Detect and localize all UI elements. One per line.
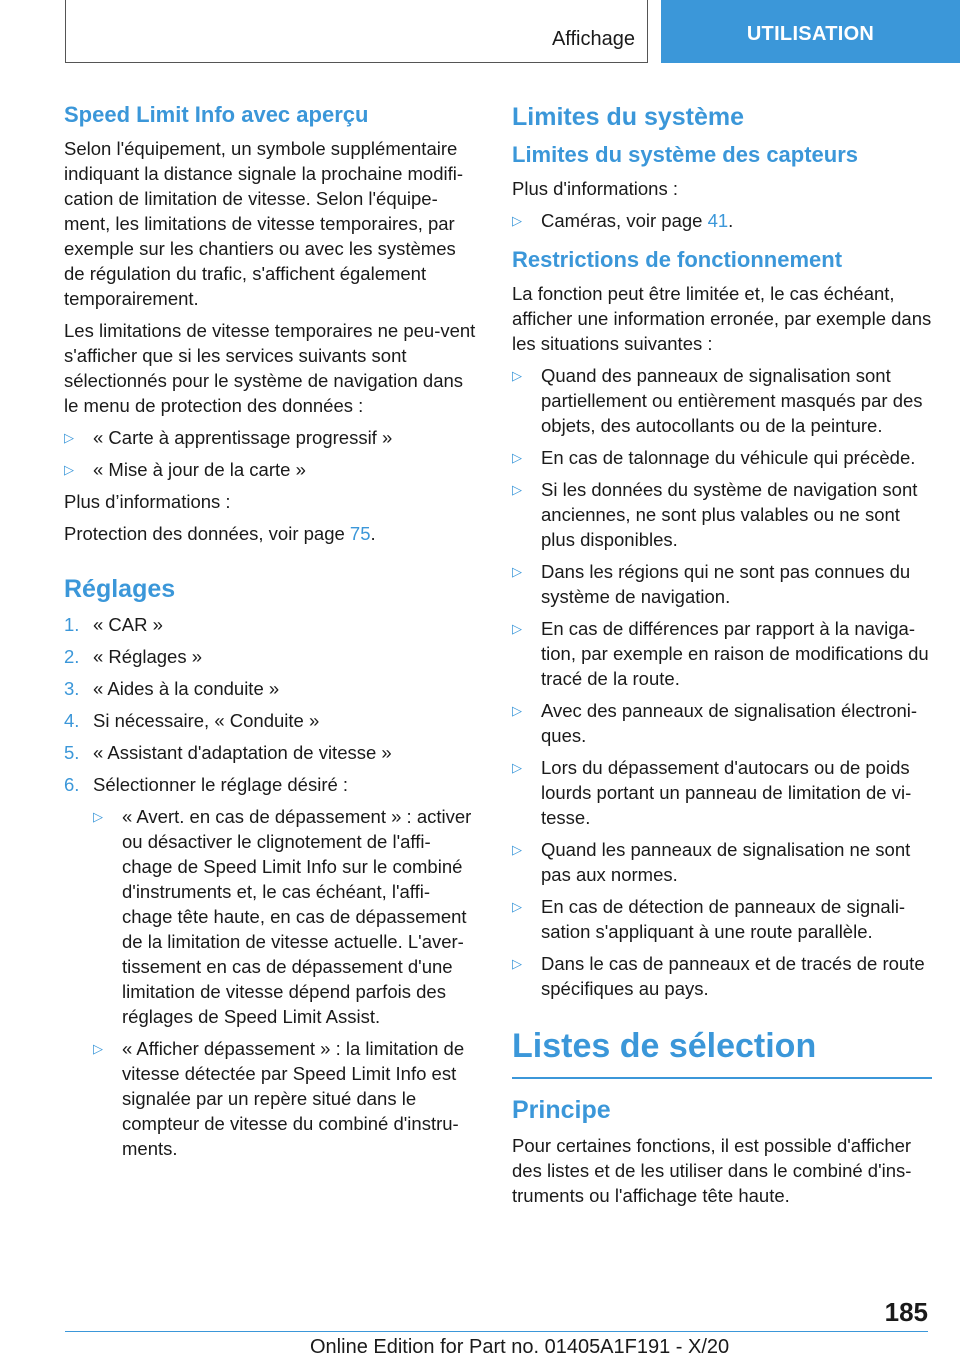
step-item: 1. « CAR » — [64, 614, 163, 635]
page-number: 185 — [884, 1297, 928, 1327]
step-item: 3. « Aides à la conduite » — [64, 678, 280, 699]
bullet-triangle-icon: ▷ — [512, 842, 522, 857]
step-item: 2. « Réglages » — [64, 646, 203, 667]
step-item: 6. Sélectionner le réglage désiré : — [64, 774, 349, 795]
selection-lists-heading: Listes de sélection — [512, 1025, 932, 1079]
sub-list-item: ▷ « Avert. en cas de dépassement » : activer ou désactiver le clignotement de l'affi-chage de Speed Limit Info sur le combiné d'instruments et, le cas échéant, l'affi-chage tête haute, en cas de dépassement de la limitation de vitesse actuelle. L'aver-tissement en cas de dépassement d'une limitation de vitesse dépend parfois des réglages de Speed Limit Assist. — [93, 806, 472, 1027]
footer-divider — [65, 1331, 928, 1332]
header-section-title: Affichage — [551, 28, 635, 50]
bullet-triangle-icon: ▷ — [512, 368, 522, 383]
header-tab-utilisation[interactable]: UTILISATION — [661, 0, 960, 63]
bullet-triangle-icon: ▷ — [512, 450, 522, 465]
bullet-triangle-icon: ▷ — [93, 1041, 103, 1056]
restrictions-intro: La fonction peut être limitée et, le cas échéant, afficher une information erronée, par exemple dans les situations suivantes : — [512, 283, 932, 354]
principle-text: Pour certaines fonctions, il est possible d'afficher des listes et de les utiliser dans le combiné d'ins-truments ou l'affichage tête haute. — [512, 1135, 912, 1206]
bullet-triangle-icon: ▷ — [64, 430, 74, 445]
restrictions-heading: Restrictions de fonctionnement — [512, 247, 843, 272]
list-item: ▷ Lors du dépassement d'autocars ou de poids lourds portant un panneau de limitation de vi-tesse. — [512, 757, 912, 828]
system-limits-heading: Limites du système — [512, 103, 745, 131]
page-link-75[interactable]: 75 — [349, 523, 371, 544]
protection-ref: Protection des données, voir page 75. — [64, 523, 376, 544]
list-item: ▷ Dans le cas de panneaux et de tracés de route spécifiques au pays. — [512, 953, 925, 999]
sub-list-item: ▷ « Afficher dépassement » : la limitation de vitesse détectée par Speed Limit Info est signalée par un repère situé dans le compteur de vitesse du combiné d'instru-ments. — [93, 1038, 465, 1159]
bullet-triangle-icon: ▷ — [512, 213, 522, 228]
list-item: ▷ Caméras, voir page 41. — [512, 210, 734, 231]
more-info-label: Plus d’informations : — [64, 491, 231, 512]
restrictions-list — [512, 363, 932, 1001]
bullet-triangle-icon: ▷ — [512, 760, 522, 775]
bullet-triangle-icon: ▷ — [512, 899, 522, 914]
speed-paragraph-2: Les limitations de vitesse temporaires ne peu-vent s'afficher que si les services suivants sont sélectionnés pour le système de navigation dans le menu de protection des données : — [64, 320, 476, 416]
speed-limit-heading: Speed Limit Info avec aperçu — [64, 102, 369, 127]
more-info-label: Plus d'informations : — [512, 178, 678, 199]
settings-heading: Réglages — [64, 575, 176, 603]
step-item: 4. Si nécessaire, « Conduite » — [64, 710, 320, 731]
list-item: ▷ Quand des panneaux de signalisation sont partiellement ou entièrement masqués par des objets, des autocollants ou de la peinture. — [512, 365, 923, 436]
step-item: 5. « Assistant d'adaptation de vitesse » — [64, 742, 392, 763]
list-item: ▷ « Mise à jour de la carte » — [64, 459, 306, 480]
list-item: ▷ Si les données du système de navigation sont anciennes, ne sont plus valables ou ne sont plus disponibles. — [512, 479, 918, 550]
sensor-limits-heading: Limites du système des capteurs — [512, 142, 859, 167]
left-column — [64, 100, 480, 1168]
list-item: ▷ En cas de détection de panneaux de signali-sation s'appliquant à une route parallèle. — [512, 896, 906, 942]
list-item: ▷ « Carte à apprentissage progressif » — [64, 427, 393, 448]
bullet-triangle-icon: ▷ — [512, 621, 522, 636]
right-column — [512, 100, 932, 1215]
bullet-triangle-icon: ▷ — [64, 462, 74, 477]
list-item: ▷ Avec des panneaux de signalisation électroni-ques. — [512, 700, 918, 746]
footer-edition: Online Edition for Part no. 01405A1F191 - X/20 — [310, 1336, 730, 1358]
page-link-41[interactable]: 41 — [707, 210, 729, 231]
bullet-triangle-icon: ▷ — [512, 956, 522, 971]
list-item: ▷ Quand les panneaux de signalisation ne sont pas aux normes. — [512, 839, 911, 885]
bullet-triangle-icon: ▷ — [512, 564, 522, 579]
principle-heading: Principe — [512, 1096, 611, 1124]
list-item: ▷ En cas de différences par rapport à la naviga-tion, par exemple en raison de modifications du tracé de la route. — [512, 618, 929, 689]
speed-paragraph-1: Selon l'équipement, un symbole supplémentaire indiquant la distance signale la prochaine modifi-cation de limitation de vitesse. Selon l'équipe-ment, les limitations de vitesse temporaires, par exemple sur les chantiers ou avec les systèmes de régulation du trafic, s'affichent également temporairement. — [64, 138, 464, 309]
list-item: ▷ Dans les régions qui ne sont pas connues du système de navigation. — [512, 561, 911, 607]
bullet-triangle-icon: ▷ — [512, 703, 522, 718]
bullet-triangle-icon: ▷ — [93, 809, 103, 824]
list-item: ▷ En cas de talonnage du véhicule qui précède. — [512, 447, 916, 468]
bullet-triangle-icon: ▷ — [512, 482, 522, 497]
